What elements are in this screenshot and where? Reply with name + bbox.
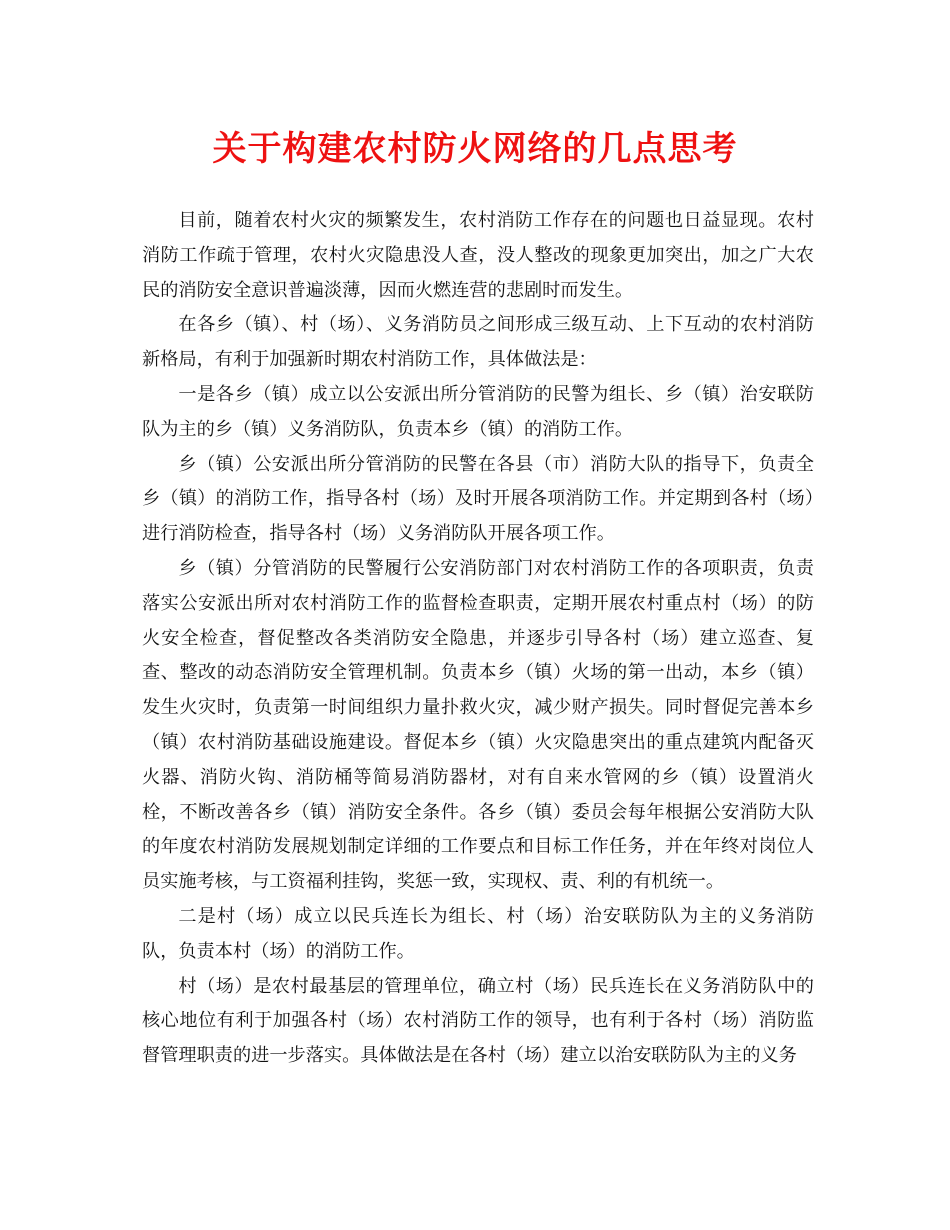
document-title: 关于构建农村防火网络的几点思考	[212, 129, 738, 169]
document-body	[142, 204, 814, 1074]
paragraph: 目前，随着农村火灾的频繁发生，农村消防工作存在的问题也日益显现。农村消防工作疏于管理，农村火灾隐患没人查，没人整改的现象更加突出，加之广大农民的消防安全意识普遍淡薄，因而火燃连营的悲剧时而发生。	[142, 210, 814, 301]
paragraph: 在各乡（镇）、村（场）、义务消防员之间形成三级互动、上下互动的农村消防新格局，有利于加强新时期农村消防工作，具体做法是：	[142, 314, 814, 371]
paragraph: 二是村（场）成立以民兵连长为组长、村（场）治安联防队为主的义务消防队，负责本村（场）的消防工作。	[142, 905, 814, 962]
paragraph: 一是各乡（镇）成立以公安派出所分管消防的民警为组长、乡（镇）治安联防队为主的乡（镇）义务消防队，负责本乡（镇）的消防工作。	[142, 383, 814, 440]
paragraph: 乡（镇）公安派出所分管消防的民警在各县（市）消防大队的指导下，负责全乡（镇）的消防工作，指导各村（场）及时开展各项消防工作。并定期到各村（场）进行消防检查，指导各村（场）义务消防队开展各项工作。	[142, 453, 814, 545]
paragraph: 村（场）是农村最基层的管理单位，确立村（场）民兵连长在义务消防队中的核心地位有利于加强各村（场）农村消防工作的领导，也有利于各村（场）消防监督管理职责的进一步落实。具体做法是在各村（场）建立以治安联防队为主的义务	[142, 975, 814, 1067]
paragraph: 乡（镇）分管消防的民警履行公安消防部门对农村消防工作的各项职责，负责落实公安派出所对农村消防工作的监督检查职责，定期开展农村重点村（场）的防火安全检查，督促整改各类消防安全隐患，并逐步引导各村（场）建立巡查、复查、整改的动态消防安全管理机制。负责本乡（镇）火场的第一出动，本乡（镇）发生火灾时，负责第一时间组织力量扑救火灾，减少财产损失。同时督促完善本乡（镇）农村消防基础设施建设。督促本乡（镇）火灾隐患突出的重点建筑内配备灭火器、消防火钩、消防桶等简易消防器材，对有自来水管网的乡（镇）设置消火栓，不断改善各乡（镇）消防安全条件。各乡（镇）委员会每年根据公安消防大队的年度农村消防发展规划制定详细的工作要点和目标工作任务，并在年终对岗位人员实施考核，与工资福利挂钩，奖惩一致，实现权、责、利的有机统一。	[142, 557, 814, 893]
